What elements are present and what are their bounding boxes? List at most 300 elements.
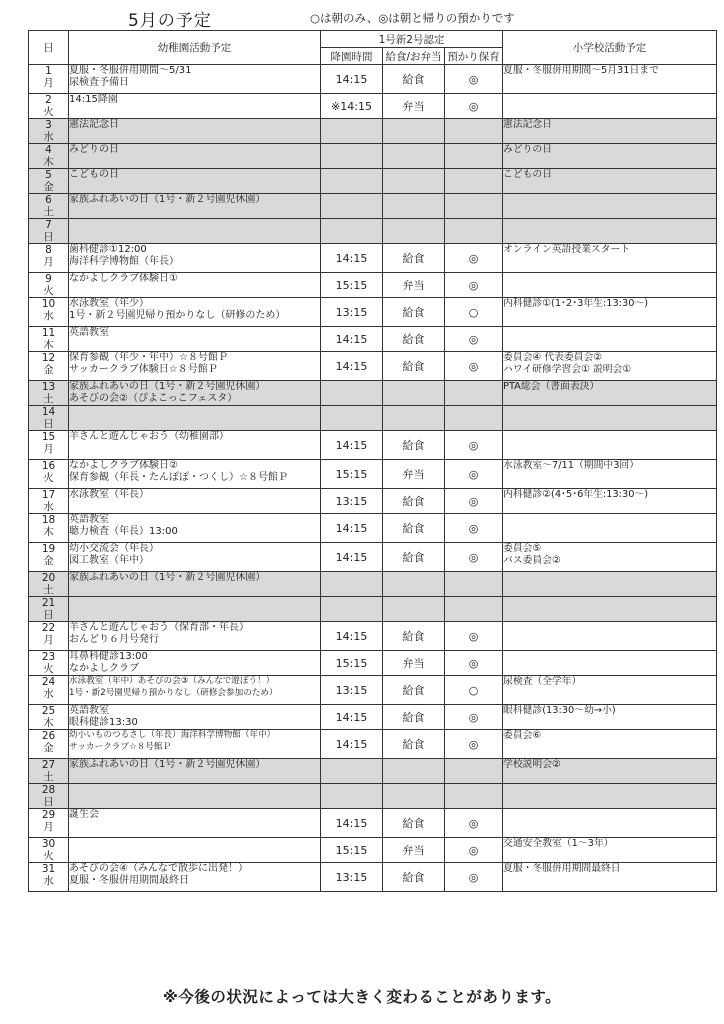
kinder-activity-cell	[69, 406, 321, 431]
extended-care	[445, 784, 503, 809]
dismissal-time: ※14:15	[321, 94, 383, 119]
lunch-type: 給食	[383, 431, 445, 460]
day-cell	[29, 460, 69, 489]
kinder-activity-cell	[69, 838, 321, 863]
extended-care: ◎	[445, 809, 503, 838]
extended-care	[445, 219, 503, 244]
school-activity: こどもの日	[503, 169, 553, 180]
extended-care: ◎	[445, 730, 503, 759]
day-number: 20	[41, 572, 56, 584]
kinder-activity: 聴力検査（年長）13:00	[69, 525, 178, 537]
school-activity-cell	[503, 489, 717, 514]
kinder-activity: 図工教室（年中）	[69, 554, 149, 566]
extended-care: ◎	[445, 651, 503, 676]
day-number: 10	[41, 298, 56, 310]
kinder-activity: なかよしクラブ体験日①	[69, 273, 178, 284]
school-activity: ハワイ研修学習会① 説明会①	[503, 363, 632, 375]
kinder-activity: 水泳教室（年少）	[69, 298, 149, 309]
weekday: 土	[43, 206, 54, 218]
lunch-type	[383, 169, 445, 194]
day-number: 23	[41, 651, 56, 663]
day-cell	[29, 298, 69, 327]
col-header-care: 預かり保育	[445, 48, 503, 65]
school-activity-cell	[503, 730, 717, 759]
lunch-type	[383, 406, 445, 431]
kinder-activity-cell	[69, 863, 321, 892]
kinder-activity: 家族ふれあいの日（1号・新２号園児休園）	[69, 381, 266, 392]
day-number: 4	[45, 144, 52, 156]
day-cell	[29, 809, 69, 838]
day-cell	[29, 784, 69, 809]
extended-care	[445, 381, 503, 406]
table-row	[29, 298, 717, 327]
day-number: 16	[41, 460, 56, 472]
school-activity: 委員会⑤	[503, 543, 542, 554]
extended-care: ◎	[445, 327, 503, 352]
extended-care: ◎	[445, 273, 503, 298]
weekday: 木	[43, 717, 54, 729]
table-row	[29, 219, 717, 244]
weekday: 木	[43, 156, 54, 168]
table-row	[29, 65, 717, 94]
table-row	[29, 809, 717, 838]
school-activity-cell	[503, 460, 717, 489]
lunch-type: 給食	[383, 489, 445, 514]
lunch-type	[383, 119, 445, 144]
col-header-school: 小学校活動予定	[503, 31, 717, 65]
lunch-type	[383, 759, 445, 784]
lunch-type	[383, 194, 445, 219]
lunch-type: 給食	[383, 244, 445, 273]
kinder-activity: 1号・新2号園児帰り預かりなし（研修会参加のため）	[69, 687, 278, 698]
kinder-activity-cell	[69, 543, 321, 572]
kinder-activity: 夏服・冬服併用期間〜5/31	[69, 65, 192, 76]
day-number: 15	[41, 431, 56, 443]
weekday: 月	[43, 443, 54, 455]
day-number: 18	[41, 514, 56, 526]
kinder-activity: 幼小交流会（年長）	[69, 543, 159, 554]
school-activity-cell	[503, 381, 717, 406]
weekday: 日	[43, 609, 54, 621]
school-activity-cell	[503, 622, 717, 651]
dismissal-time	[321, 572, 383, 597]
school-activity-cell	[503, 572, 717, 597]
school-activity-cell	[503, 273, 717, 298]
kinder-activity-cell	[69, 514, 321, 543]
dismissal-time: 13:15	[321, 676, 383, 705]
dismissal-time: 15:15	[321, 273, 383, 298]
kinder-activity: 誕生会	[69, 809, 99, 820]
dismissal-time: 14:15	[321, 809, 383, 838]
table-row	[29, 622, 717, 651]
lunch-type: 給食	[383, 863, 445, 892]
school-activity: 内科健診②(4･5･6年生:13:30〜)	[503, 489, 649, 500]
school-activity: バス委員会②	[503, 554, 561, 566]
lunch-type: 給食	[383, 809, 445, 838]
extended-care: ◎	[445, 94, 503, 119]
weekday: 日	[43, 231, 54, 243]
kinder-activity: おんどり６月号発行	[69, 633, 159, 645]
day-number: 19	[41, 543, 56, 555]
day-cell	[29, 514, 69, 543]
extended-care: ○	[445, 676, 503, 705]
weekday: 土	[43, 393, 54, 405]
table-row	[29, 431, 717, 460]
kinder-activity-cell	[69, 759, 321, 784]
extended-care: ◎	[445, 863, 503, 892]
dismissal-time: 14:15	[321, 730, 383, 759]
day-cell	[29, 705, 69, 730]
day-number: 8	[45, 244, 52, 256]
weekday: 月	[43, 77, 54, 89]
table-row	[29, 381, 717, 406]
day-number: 13	[41, 381, 56, 393]
school-activity-cell	[503, 244, 717, 273]
day-cell	[29, 651, 69, 676]
day-cell	[29, 863, 69, 892]
day-cell	[29, 244, 69, 273]
school-activity: 内科健診①(1･2･3年生:13:30〜)	[503, 298, 649, 309]
lunch-type	[383, 572, 445, 597]
school-activity-cell	[503, 784, 717, 809]
day-cell	[29, 327, 69, 352]
kinder-activity-cell	[69, 169, 321, 194]
school-activity-cell	[503, 543, 717, 572]
col-header-lunch: 給食/お弁当	[383, 48, 445, 65]
weekday: 水	[43, 310, 54, 322]
kinder-activity-cell	[69, 676, 321, 705]
school-activity-cell	[503, 838, 717, 863]
dismissal-time: 14:15	[321, 244, 383, 273]
kinder-activity-cell	[69, 730, 321, 759]
weekday: 水	[43, 688, 54, 700]
lunch-type: 弁当	[383, 460, 445, 489]
dismissal-time	[321, 169, 383, 194]
extended-care: ◎	[445, 705, 503, 730]
lunch-type	[383, 144, 445, 169]
weekday: 火	[43, 472, 54, 484]
table-row	[29, 144, 717, 169]
dismissal-time	[321, 381, 383, 406]
kinder-activity: みどりの日	[69, 144, 119, 155]
table-row	[29, 543, 717, 572]
kinder-activity-cell	[69, 489, 321, 514]
school-activity: 委員会⑥	[503, 730, 542, 741]
extended-care: ◎	[445, 352, 503, 381]
lunch-type	[383, 219, 445, 244]
schedule-table	[28, 30, 717, 892]
weekday: 水	[43, 501, 54, 513]
day-number: 6	[45, 194, 52, 206]
day-cell	[29, 169, 69, 194]
kinder-activity: 水泳教室（年長）	[69, 489, 149, 500]
weekday: 月	[43, 256, 54, 268]
day-number: 27	[41, 759, 56, 771]
dismissal-time: 13:15	[321, 863, 383, 892]
extended-care	[445, 144, 503, 169]
day-number: 26	[41, 730, 56, 742]
dismissal-time: 14:15	[321, 514, 383, 543]
weekday: 火	[43, 663, 54, 675]
school-activity: 夏服・冬服併用期間〜5月31日まで	[503, 65, 659, 76]
kinder-activity: あそびの会④（みんなで散歩に出発！）	[69, 863, 248, 874]
table-row	[29, 244, 717, 273]
lunch-type: 給食	[383, 730, 445, 759]
school-activity-cell	[503, 298, 717, 327]
school-activity-cell	[503, 651, 717, 676]
weekday: 火	[43, 106, 54, 118]
lunch-type: 給食	[383, 298, 445, 327]
dismissal-time: 14:15	[321, 65, 383, 94]
extended-care	[445, 169, 503, 194]
kinder-activity: 家族ふれあいの日（1号・新２号園児休園）	[69, 194, 266, 205]
kinder-activity: 尿検査予備日	[69, 76, 129, 88]
lunch-type	[383, 381, 445, 406]
extended-care: ◎	[445, 489, 503, 514]
day-cell	[29, 572, 69, 597]
kinder-activity-cell	[69, 352, 321, 381]
kinder-activity: 14:15降園	[69, 94, 118, 105]
kinder-activity-cell	[69, 572, 321, 597]
dismissal-time	[321, 144, 383, 169]
day-cell	[29, 597, 69, 622]
day-cell	[29, 543, 69, 572]
day-number: 9	[45, 273, 52, 285]
school-activity-cell	[503, 514, 717, 543]
school-activity-cell	[503, 194, 717, 219]
table-row	[29, 730, 717, 759]
day-cell	[29, 406, 69, 431]
day-cell	[29, 352, 69, 381]
table-row	[29, 169, 717, 194]
kinder-activity: 1号・新２号園児帰り預かりなし（研修のため）	[69, 309, 286, 321]
extended-care	[445, 597, 503, 622]
table-row	[29, 489, 717, 514]
day-cell	[29, 119, 69, 144]
dismissal-time: 14:15	[321, 705, 383, 730]
col-header-day: 日	[29, 31, 69, 65]
school-activity-cell	[503, 863, 717, 892]
dismissal-time: 14:15	[321, 352, 383, 381]
dismissal-time: 13:15	[321, 489, 383, 514]
weekday: 金	[43, 181, 54, 193]
extended-care: ◎	[445, 838, 503, 863]
table-row	[29, 651, 717, 676]
school-activity-cell	[503, 809, 717, 838]
school-activity: 眼科健診(13:30〜幼→小)	[503, 705, 616, 716]
day-number: 31	[41, 863, 56, 875]
day-number: 3	[45, 119, 52, 131]
kinder-activity: 英語教室	[69, 705, 109, 716]
kinder-activity-cell	[69, 244, 321, 273]
lunch-type	[383, 597, 445, 622]
day-cell	[29, 94, 69, 119]
day-cell	[29, 622, 69, 651]
table-row	[29, 406, 717, 431]
kinder-activity: 憲法記念日	[69, 119, 119, 130]
school-activity-cell	[503, 65, 717, 94]
extended-care: ◎	[445, 460, 503, 489]
table-row	[29, 838, 717, 863]
dismissal-time: 15:15	[321, 460, 383, 489]
dismissal-time: 14:15	[321, 622, 383, 651]
school-activity-cell	[503, 406, 717, 431]
school-activity-cell	[503, 431, 717, 460]
day-cell	[29, 194, 69, 219]
kinder-activity: 羊さんと遊んじゃおう（保育部・年長）	[69, 622, 249, 633]
weekday: 木	[43, 526, 54, 538]
table-row	[29, 94, 717, 119]
school-activity: 夏服・冬服併用期間最終日	[503, 863, 621, 874]
day-number: 12	[41, 352, 56, 364]
lunch-type: 弁当	[383, 273, 445, 298]
day-cell	[29, 676, 69, 705]
table-row	[29, 273, 717, 298]
day-number: 5	[45, 169, 52, 181]
kinder-activity-cell	[69, 144, 321, 169]
dismissal-time: 14:15	[321, 327, 383, 352]
extended-care: ◎	[445, 65, 503, 94]
lunch-type: 給食	[383, 676, 445, 705]
day-cell	[29, 489, 69, 514]
school-activity-cell	[503, 144, 717, 169]
school-activity-cell	[503, 352, 717, 381]
extended-care: ◎	[445, 622, 503, 651]
table-row	[29, 352, 717, 381]
day-cell	[29, 431, 69, 460]
day-cell	[29, 219, 69, 244]
dismissal-time	[321, 219, 383, 244]
kinder-activity-cell	[69, 381, 321, 406]
kinder-activity-cell	[69, 460, 321, 489]
dismissal-time	[321, 194, 383, 219]
day-cell	[29, 65, 69, 94]
extended-care: ◎	[445, 543, 503, 572]
kinder-activity-cell	[69, 597, 321, 622]
day-number: 29	[41, 809, 56, 821]
day-number: 2	[45, 94, 52, 106]
lunch-type: 給食	[383, 352, 445, 381]
day-number: 1	[45, 65, 52, 77]
kinder-activity-cell	[69, 298, 321, 327]
school-activity: 水泳教室〜7/11（期間中3回）	[503, 460, 640, 471]
day-number: 22	[41, 622, 56, 634]
kinder-activity-cell	[69, 651, 321, 676]
school-activity-cell	[503, 94, 717, 119]
weekday: 火	[43, 850, 54, 862]
school-activity: 尿検査（全学年）	[503, 676, 582, 687]
dismissal-time	[321, 406, 383, 431]
kinder-activity-cell	[69, 194, 321, 219]
table-row	[29, 676, 717, 705]
school-activity: 学校説明会②	[503, 759, 561, 770]
kinder-activity: 幼小いものつるさし（年長）海洋科学博物館（年中）	[69, 730, 276, 740]
kinder-activity: 家族ふれあいの日（1号・新２号園児休園）	[69, 759, 266, 770]
weekday: 月	[43, 821, 54, 833]
table-row	[29, 327, 717, 352]
table-row	[29, 784, 717, 809]
day-number: 7	[45, 219, 52, 231]
kinder-activity-cell	[69, 705, 321, 730]
table-row	[29, 572, 717, 597]
day-cell	[29, 273, 69, 298]
lunch-type: 給食	[383, 705, 445, 730]
lunch-type: 給食	[383, 514, 445, 543]
day-number: 14	[41, 406, 56, 418]
table-row	[29, 119, 717, 144]
dismissal-time	[321, 784, 383, 809]
kinder-activity: 耳鼻科健診13:00	[69, 651, 148, 662]
lunch-type	[383, 784, 445, 809]
table-row	[29, 597, 717, 622]
weekday: 金	[43, 555, 54, 567]
kinder-activity-cell	[69, 622, 321, 651]
school-activity: 憲法記念日	[503, 119, 553, 130]
kinder-activity: サッカークラブ体験日☆８号館Ｐ	[69, 363, 218, 375]
school-activity-cell	[503, 119, 717, 144]
extended-care: ◎	[445, 431, 503, 460]
dismissal-time: 15:15	[321, 838, 383, 863]
kinder-activity-cell	[69, 327, 321, 352]
kinder-activity-cell	[69, 94, 321, 119]
lunch-type: 給食	[383, 622, 445, 651]
dismissal-time: 13:15	[321, 298, 383, 327]
school-activity-cell	[503, 705, 717, 730]
weekday: 水	[43, 131, 54, 143]
kinder-activity-cell	[69, 784, 321, 809]
footer-note: ※今後の状況によっては大きく変わることがあります。	[162, 988, 562, 1006]
day-cell	[29, 144, 69, 169]
lunch-type: 弁当	[383, 94, 445, 119]
day-cell	[29, 381, 69, 406]
col-header-time: 降園時間	[321, 48, 383, 65]
table-row	[29, 705, 717, 730]
kinder-activity: 海洋科学博物館（年長）	[69, 255, 179, 267]
weekday: 金	[43, 742, 54, 754]
lunch-type: 給食	[383, 327, 445, 352]
table-row	[29, 460, 717, 489]
day-number: 21	[41, 597, 56, 609]
extended-care	[445, 759, 503, 784]
school-activity-cell	[503, 169, 717, 194]
day-cell	[29, 759, 69, 784]
extended-care	[445, 194, 503, 219]
extended-care	[445, 406, 503, 431]
dismissal-time: 15:15	[321, 651, 383, 676]
kinder-activity: 保育参観（年長・たんぽぽ・つくし）☆８号館Ｐ	[69, 471, 288, 483]
weekday: 土	[43, 584, 54, 596]
weekday: 金	[43, 364, 54, 376]
weekday: 月	[43, 634, 54, 646]
day-number: 30	[41, 838, 56, 850]
kinder-activity: 英語教室	[69, 327, 109, 338]
dismissal-time	[321, 119, 383, 144]
table-row	[29, 759, 717, 784]
kinder-activity: 歯科健診①12:00	[69, 244, 147, 255]
kinder-activity-cell	[69, 219, 321, 244]
school-activity: オンライン英語授業スタート	[503, 244, 631, 255]
dismissal-time: 14:15	[321, 543, 383, 572]
table-row	[29, 863, 717, 892]
kinder-activity: なかよしクラブ体験日②	[69, 460, 178, 471]
kinder-activity-cell	[69, 809, 321, 838]
dismissal-time	[321, 759, 383, 784]
day-number: 24	[41, 676, 56, 688]
day-number: 25	[41, 705, 56, 717]
extended-care: ◎	[445, 244, 503, 273]
kinder-activity-cell	[69, 431, 321, 460]
kinder-activity-cell	[69, 119, 321, 144]
